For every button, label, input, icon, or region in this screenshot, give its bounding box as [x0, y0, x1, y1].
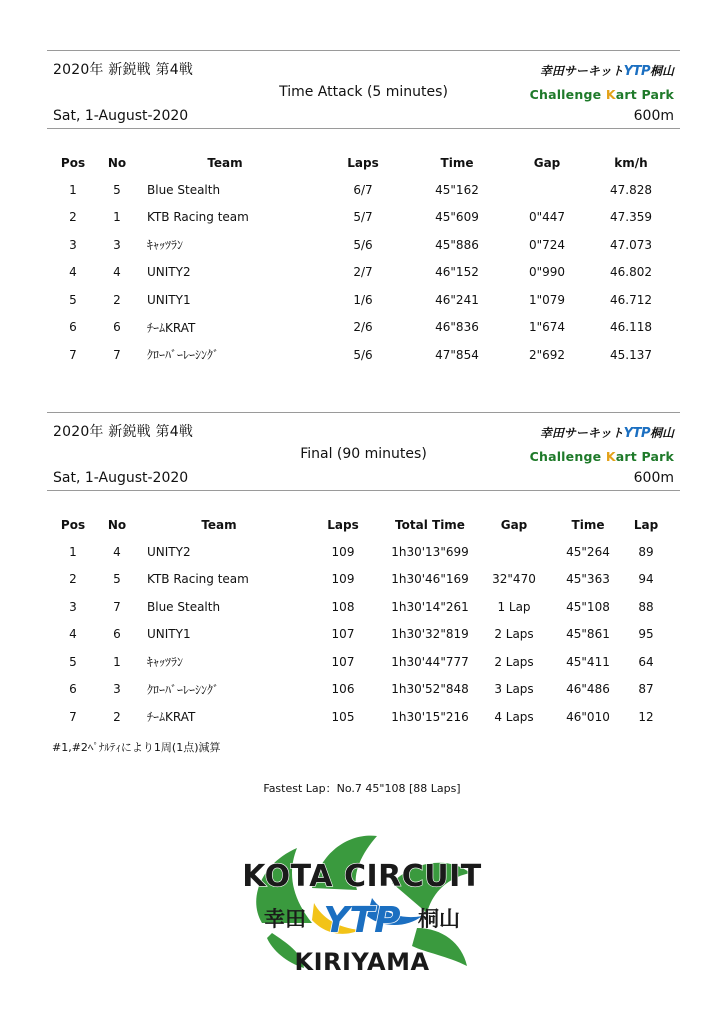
brand-jp-left: 幸田サーキット: [539, 426, 624, 440]
table-row: [47, 621, 667, 649]
brand-jp-left: 幸田サーキット: [539, 64, 624, 78]
table-cell: 5/6: [353, 347, 373, 362]
col-header: km/h: [614, 156, 648, 170]
table-cell: 1h30'46"169: [391, 572, 469, 587]
table-cell: [477, 538, 551, 566]
table-row: [47, 566, 667, 594]
table-cell: 1: [69, 182, 77, 197]
brand-jp: [530, 62, 674, 79]
col-header: Pos: [60, 156, 86, 170]
brand-jp-right: 桐山: [649, 426, 674, 440]
table-cell: 1: [69, 544, 77, 559]
table-cell: ﾁｰﾑKRAT: [147, 320, 196, 335]
table-cell: 45"264: [566, 544, 610, 559]
table-cell: 46"836: [435, 320, 479, 335]
col-header: No: [107, 156, 127, 170]
brand-en-part: K: [605, 449, 616, 464]
table-cell: 1"674: [528, 320, 566, 335]
table-row: [47, 314, 671, 342]
table-cell: 1"079: [528, 292, 566, 307]
brand-en-part: C: [529, 449, 539, 464]
table-cell: 107: [331, 627, 355, 642]
track-distance: 600m: [633, 470, 674, 486]
table-header-row: [47, 150, 671, 176]
table-cell: 2: [69, 572, 77, 587]
table-cell: 46"241: [435, 292, 479, 307]
table-cell: 46.712: [610, 292, 652, 307]
table-cell: 0"990: [528, 265, 566, 280]
table-cell: 3: [113, 682, 121, 697]
header-rule: [47, 128, 680, 129]
brand-jp: [530, 424, 674, 441]
logo-right-kanji: 桐山: [418, 907, 460, 931]
table-cell: 4: [69, 265, 77, 280]
table-cell: 2"692: [528, 347, 566, 362]
table-cell: 5/7: [353, 210, 373, 225]
table-cell: 47.359: [610, 210, 652, 225]
table-cell: 45"609: [435, 210, 479, 225]
table-cell: UNITY1: [147, 292, 191, 307]
table-cell: ｷｬｯﾂﾗﾝ: [147, 238, 184, 253]
table-cell: 0"447: [528, 210, 566, 225]
table-cell: 87: [638, 682, 654, 697]
table-cell: 46"152: [435, 265, 479, 280]
header-rule: [47, 490, 680, 491]
col-header: Gap: [500, 518, 528, 532]
table-row: [47, 231, 671, 259]
table-cell: 88: [638, 599, 654, 614]
table-cell: 1: [113, 654, 121, 669]
table-cell: 2: [113, 709, 121, 724]
table-cell: 4 Laps: [494, 709, 534, 724]
table-cell: 46.802: [610, 265, 652, 280]
table-cell: UNITY1: [147, 627, 191, 642]
table-cell: 6/7: [353, 182, 373, 197]
col-header: Gap: [533, 156, 561, 170]
col-header: Lap: [633, 518, 659, 532]
final-section: [47, 412, 680, 742]
table-cell: 5: [113, 572, 121, 587]
table-cell: 1 Lap: [497, 599, 531, 614]
table-cell: ｸﾛｰﾊﾞｰﾚｰｼﾝｸﾞ: [147, 348, 220, 363]
table-cell: 32"470: [492, 572, 536, 587]
table-cell: 1h30'13"699: [391, 544, 469, 559]
session-date: Sat, 1-August-2020: [53, 108, 189, 124]
table-cell: 47.073: [610, 237, 652, 252]
table-cell: 46"486: [566, 682, 610, 697]
table-cell: 64: [638, 654, 654, 669]
brand-en-part: P: [641, 449, 651, 464]
table-cell: 109: [331, 544, 355, 559]
table-cell: 1h30'15"216: [391, 709, 469, 724]
table-cell: 1h30'32"819: [391, 627, 469, 642]
table-cell: 5: [113, 182, 121, 197]
table-cell: 45.137: [610, 347, 652, 362]
table-cell: 3: [69, 599, 77, 614]
kota-circuit-logo: [242, 828, 482, 978]
table-cell: 1: [113, 210, 121, 225]
logo-mark: YTP: [323, 900, 401, 941]
table-cell: ｷｬｯﾂﾗﾝ: [147, 655, 184, 670]
table-row: [47, 703, 667, 731]
table-cell: 89: [638, 544, 654, 559]
brand-en-part: art: [615, 449, 642, 464]
logo-line3: KIRIYAMA: [294, 948, 430, 976]
table-cell: 3 Laps: [494, 682, 534, 697]
table-cell: 45"861: [566, 627, 610, 642]
fastest-lap-note: Fastest Lap：No.7 45"108 [88 Laps]: [263, 782, 461, 795]
table-cell: 7: [69, 347, 77, 362]
table-cell: 2/7: [353, 265, 373, 280]
col-header: Time: [440, 156, 474, 170]
table-row: [47, 259, 671, 287]
table-cell: 2/6: [353, 320, 373, 335]
final-rows: [47, 538, 667, 731]
brand-en-part: hallenge: [538, 449, 606, 464]
table-cell: 1/6: [353, 292, 373, 307]
table-cell: 2: [69, 210, 77, 225]
event-title: 2020年 新鋭戦 第4戦: [53, 62, 194, 78]
logo-left-kanji: 幸田: [264, 907, 306, 931]
top-rule: [47, 412, 680, 413]
brand-en-part: K: [605, 87, 616, 102]
table-cell: 46.118: [610, 320, 652, 335]
table-cell: 7: [69, 709, 77, 724]
col-header: Time: [571, 518, 605, 532]
table-cell: 2 Laps: [494, 654, 534, 669]
final-table: [47, 512, 667, 731]
table-cell: Blue Stealth: [147, 182, 221, 197]
table-cell: 6: [69, 682, 77, 697]
table-cell: 107: [331, 654, 355, 669]
track-distance: 600m: [633, 108, 674, 124]
table-cell: 4: [113, 265, 121, 280]
table-cell: 2: [113, 292, 121, 307]
table-cell: 45"411: [566, 654, 610, 669]
brand-en-part: ark: [650, 449, 674, 464]
table-cell: 45"108: [566, 599, 610, 614]
table-cell: 1h30'14"261: [391, 599, 469, 614]
table-cell: 94: [638, 572, 654, 587]
col-header: Team: [201, 518, 237, 532]
brand-en-part: hallenge: [538, 87, 606, 102]
table-cell: 108: [331, 599, 355, 614]
table-cell: 6: [69, 320, 77, 335]
table-cell: 6: [113, 320, 121, 335]
table-cell: 95: [638, 627, 654, 642]
table-row: [47, 676, 667, 704]
table-cell: 12: [638, 709, 654, 724]
table-cell: [503, 176, 591, 204]
table-row: [47, 204, 671, 232]
table-cell: ｸﾛｰﾊﾞｰﾚｰｼﾝｸﾞ: [147, 682, 220, 697]
session-subtitle: Final (90 minutes): [300, 446, 427, 462]
table-cell: KTB Racing team: [147, 572, 249, 587]
penalty-note: #1,#2ﾍﾟﾅﾙﾃｨにより1周(1点)減算: [52, 741, 221, 754]
table-cell: UNITY2: [147, 544, 191, 559]
table-cell: 4: [113, 544, 121, 559]
time-attack-section: [47, 50, 680, 380]
table-cell: 3: [69, 237, 77, 252]
session-date: Sat, 1-August-2020: [53, 470, 189, 486]
table-cell: 1h30'52"848: [391, 682, 469, 697]
table-cell: KTB Racing team: [147, 210, 249, 225]
table-row: [47, 286, 671, 314]
table-cell: 7: [113, 599, 121, 614]
table-cell: 1h30'44"777: [391, 654, 469, 669]
brand-en-part: art: [615, 87, 642, 102]
table-cell: 45"886: [435, 237, 479, 252]
brand-en-part: ark: [650, 87, 674, 102]
table-cell: 6: [113, 627, 121, 642]
table-row: [47, 176, 671, 204]
table-cell: 5/6: [353, 237, 373, 252]
col-header: No: [107, 518, 127, 532]
col-header: Total Time: [395, 518, 465, 532]
brand-ytp-mark: YTP: [623, 426, 650, 441]
table-cell: UNITY2: [147, 265, 191, 280]
table-cell: ﾁｰﾑKRAT: [147, 710, 196, 725]
table-row: [47, 538, 667, 566]
brand-jp-right: 桐山: [649, 64, 674, 78]
logo-line1: KOTA CIRCUIT: [242, 859, 482, 894]
table-cell: Blue Stealth: [147, 599, 221, 614]
table-cell: 7: [113, 347, 121, 362]
brand-ytp-mark: YTP: [623, 64, 650, 79]
top-rule: [47, 50, 680, 51]
table-cell: 5: [69, 292, 77, 307]
table-header-row: [47, 512, 667, 538]
time-attack-table: [47, 150, 671, 369]
table-cell: 47.828: [610, 182, 652, 197]
time-attack-rows: [47, 176, 671, 369]
session-subtitle: Time Attack (5 minutes): [279, 84, 448, 100]
table-cell: 47"854: [435, 347, 479, 362]
col-header: Laps: [347, 156, 379, 170]
col-header: Laps: [327, 518, 359, 532]
table-row: [47, 648, 667, 676]
table-row: [47, 593, 667, 621]
table-row: [47, 341, 671, 369]
table-cell: 5: [69, 654, 77, 669]
table-cell: 105: [331, 709, 355, 724]
table-cell: 106: [331, 682, 355, 697]
col-header: Pos: [60, 518, 86, 532]
event-title: 2020年 新鋭戦 第4戦: [53, 424, 194, 440]
brand-en-part: C: [529, 87, 539, 102]
table-cell: 2 Laps: [494, 627, 534, 642]
table-cell: 45"162: [435, 182, 479, 197]
table-cell: 46"010: [566, 709, 610, 724]
table-cell: 109: [331, 572, 355, 587]
table-cell: 0"724: [528, 237, 566, 252]
col-header: Team: [207, 156, 243, 170]
table-cell: 3: [113, 237, 121, 252]
table-cell: 45"363: [566, 572, 610, 587]
table-cell: 4: [69, 627, 77, 642]
brand-en-part: P: [641, 87, 651, 102]
